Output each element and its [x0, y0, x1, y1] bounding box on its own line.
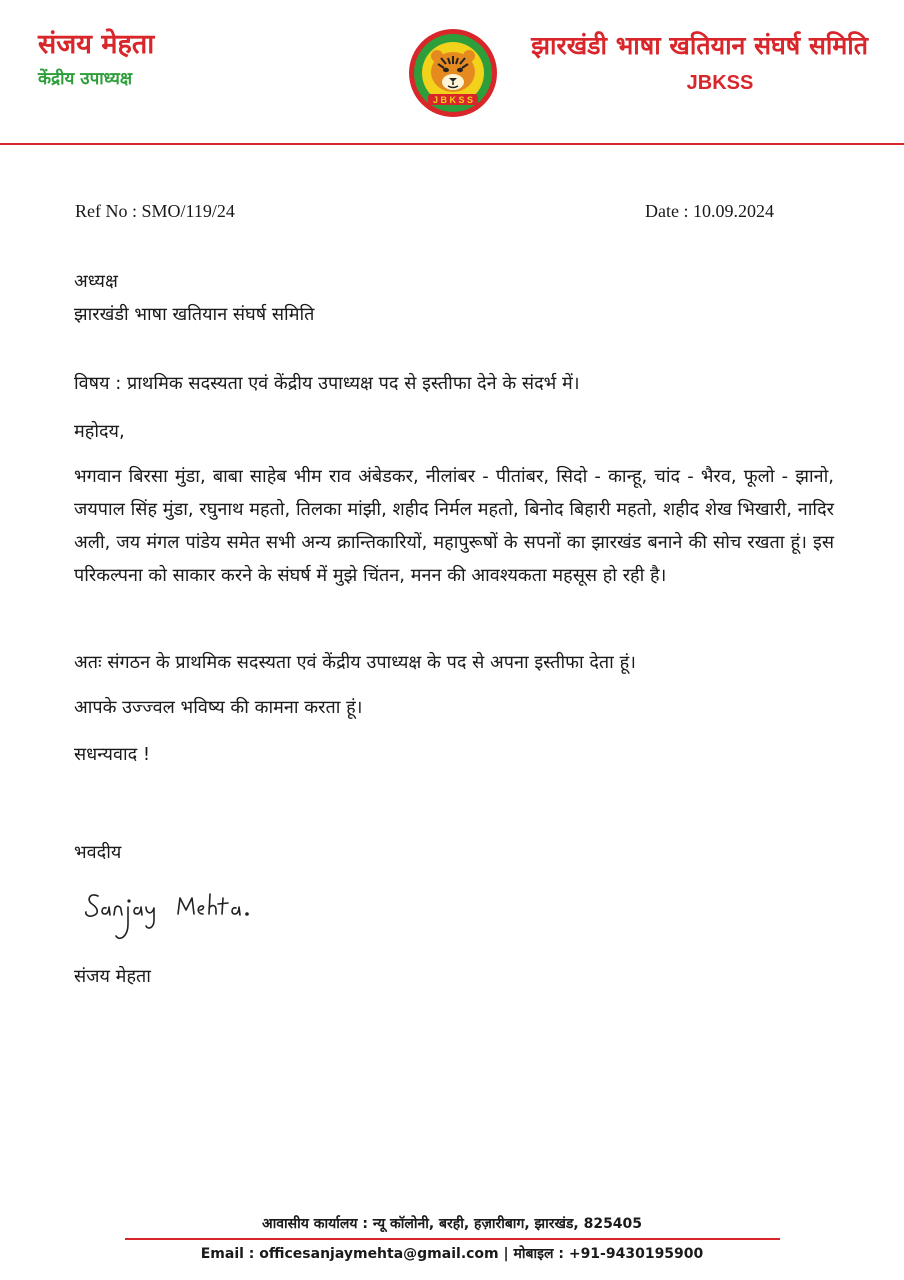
footer-contact: Email : officesanjaymehta@gmail.com | मोबाइल : +91-9430195900: [200, 1246, 704, 1262]
footer-divider: [125, 1238, 780, 1240]
addressee-organization: झारखंडी भाषा खतियान संघर्ष समिति: [74, 304, 315, 325]
header-divider: [0, 143, 904, 145]
tiger-emblem-icon: [408, 28, 498, 118]
salutation: महोदय,: [74, 421, 125, 442]
handwritten-signature: [82, 884, 262, 948]
reference-number: Ref No : SMO/119/24: [75, 201, 235, 221]
body-paragraph-main: भगवान बिरसा मुंडा, बाबा साहेब भीम राव अंबेडकर, नीलांबर - पीतांबर, सिदो - कान्हू, चांद - भैरव, फूलो - झानो, जयपाल सिंह मुंडा, रघुनाथ महतो, तिलका मांझी, शहीद निर्मल महतो, बिनोद बिहारी महतो, शहीद शेख भिखारी, नादिर अली, जय मंगल पांडेय समेत सभी अन्य क्रान्तिकारियों, महापुरूषों के सपनों का झारखंड बनाने की सोच रखता हूं। इस परिकल्पना को साकार करने के संघर्ष में मुझे चिंतन, मनन की आवश्यकता महसूस हो रही है।: [74, 466, 834, 586]
thanks-line: सधन्यवाद !: [74, 744, 151, 765]
footer-address: आवासीय कार्यालय : न्यू कॉलोनी, बरही, हज़ारीबाग, झारखंड, 825405: [261, 1216, 643, 1232]
body-paragraph-wishes: आपके उज्ज्वल भविष्य की कामना करता हूं।: [74, 697, 363, 718]
closing-line: भवदीय: [74, 842, 122, 863]
addressee-designation: अध्यक्ष: [74, 271, 118, 292]
sender-title: केंद्रीय उपाध्यक्ष: [38, 69, 133, 89]
org-abbreviation: JBKSS: [686, 72, 754, 94]
signatory-name: संजय मेहता: [74, 966, 151, 987]
svg-text:J B K S S: J B K S S: [432, 95, 474, 105]
org-name: झारखंडी भाषा खतियान संघर्ष समिति: [531, 31, 868, 60]
sender-name: संजय मेहता: [38, 29, 155, 60]
letter-subject: विषय : प्राथमिक सदस्यता एवं केंद्रीय उपाध्यक्ष पद से इस्तीफा देने के संदर्भ में।: [74, 373, 580, 394]
letter-date: Date : 10.09.2024: [645, 201, 774, 221]
body-paragraph-resignation: अतः संगठन के प्राथमिक सदस्यता एवं केंद्रीय उपाध्यक्ष के पद से अपना इस्तीफा देता हूं।: [74, 652, 636, 673]
